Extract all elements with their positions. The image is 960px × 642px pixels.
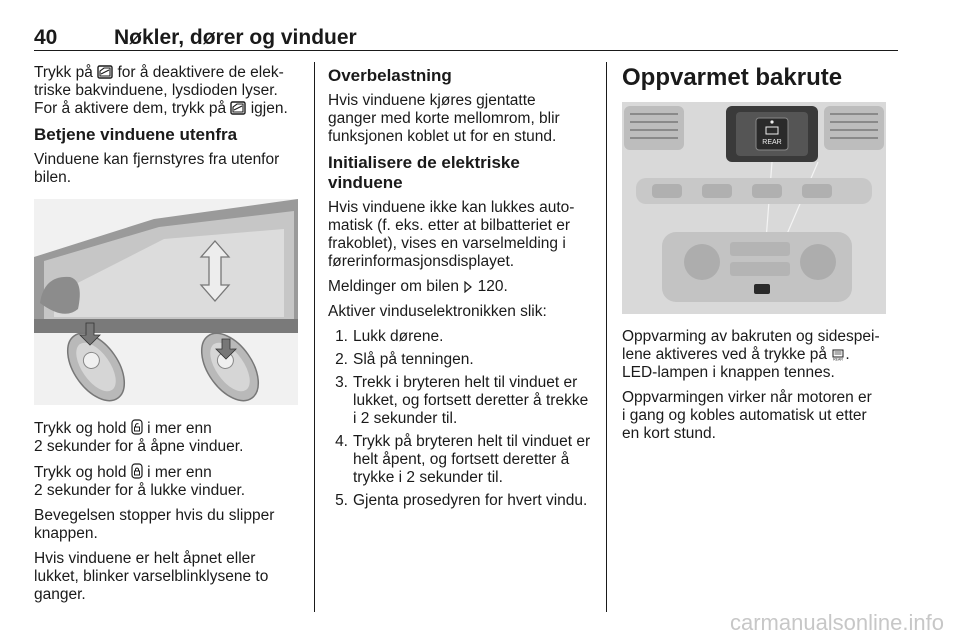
section-heading-rear-heating: Oppvarmet bakrute: [622, 64, 843, 91]
paragraph-rear-heating: [622, 328, 898, 382]
step-number: 2.: [335, 351, 348, 368]
text: 2 sekunder for å åpne vinduer.: [34, 438, 244, 455]
step-number: 1.: [335, 328, 348, 345]
section-heading-remote: Betjene vinduene utenfra: [34, 125, 238, 144]
svg-text:REAR: REAR: [833, 357, 844, 361]
list-item: [328, 433, 596, 487]
text: lukket, og fortsett deretter å trekke: [353, 392, 589, 409]
step-number: 3.: [335, 374, 348, 391]
text: Meldinger om bilen: [328, 278, 459, 295]
window-lock-icon: [97, 65, 113, 79]
paragraph-heating-auto: [622, 389, 898, 443]
column-divider-2: [606, 62, 607, 612]
text: Slå på tenningen.: [353, 351, 474, 368]
text: lene aktiveres ved å trykke på: [622, 346, 828, 363]
rear-heating-figure: [622, 102, 886, 314]
page-reference-link[interactable]: 120.: [477, 278, 508, 295]
paragraph-blink: [34, 550, 304, 604]
text: i mer enn: [147, 464, 212, 481]
text: i mer enn: [147, 420, 212, 437]
text: Trykk på: [34, 64, 93, 81]
step-number: 4.: [335, 433, 348, 450]
text: funksjonen koblet ut for en stund.: [328, 128, 557, 145]
window-lock-icon: [230, 101, 246, 115]
text: Trekk i bryteren helt til vinduet er: [353, 374, 578, 391]
text: for å deaktivere de elek-: [117, 64, 284, 81]
unlock-button-icon: [131, 419, 143, 435]
text: Hvis vinduene er helt åpnet eller: [34, 550, 256, 567]
paragraph-overload: [328, 92, 596, 146]
paragraph-close: [34, 463, 304, 500]
remote-window-figure: [34, 199, 298, 405]
text: Vinduene kan fjernstyres fra utenfor: [34, 151, 280, 168]
text: frakoblet), vises en varselmelding i: [328, 235, 566, 252]
watermark: carmanualsonline.info: [729, 610, 944, 635]
text: Lukk dørene.: [353, 328, 444, 345]
text: Oppvarming av bakruten og sidespei-: [622, 328, 880, 345]
column-2: [328, 64, 596, 515]
paragraph-remote: [34, 151, 304, 187]
air-vent-left: [624, 106, 684, 150]
text: Oppvarmingen virker når motoren er: [622, 389, 872, 406]
header-rule: [34, 50, 898, 51]
column-divider-1: [314, 62, 315, 612]
column-1: [34, 64, 304, 611]
text: ganger.: [34, 586, 86, 603]
text: ganger med korte mellomrom, blir: [328, 110, 560, 127]
paragraph-deactivate: [34, 64, 304, 118]
list-item: [328, 492, 596, 510]
text: Gjenta prosedyren for hvert vindu.: [353, 492, 588, 509]
chapter-title: Nøkler, dører og vinduer: [114, 26, 357, 49]
list-item: [328, 328, 596, 346]
text: helt åpent, og fortsett deretter å: [353, 451, 570, 468]
text: .: [845, 346, 850, 363]
air-vent-right: [824, 106, 884, 150]
text: 2 sekunder for å lukke vinduer.: [34, 482, 246, 499]
text: Trykk og hold: [34, 420, 127, 437]
text: en kort stund.: [622, 425, 716, 442]
car-window-illustration: [34, 199, 298, 405]
text: matisk (f. eks. etter at bilbatteriet er: [328, 217, 571, 234]
section-heading-overload: Overbelastning: [328, 66, 452, 85]
text: lukket, blinker varselblinklysene to: [34, 568, 269, 585]
section-heading-initialize: Initialisere de elektriske vinduene: [328, 153, 520, 192]
paragraph-stop: [34, 507, 304, 543]
text: Trykk og hold: [34, 464, 127, 481]
paragraph-activate: [328, 303, 596, 321]
text: LED-lampen i knappen tennes.: [622, 364, 835, 381]
column-3: [622, 64, 898, 450]
lock-button-icon: [131, 463, 143, 479]
rear-defrost-icon: [831, 347, 845, 361]
list-item: [328, 351, 596, 369]
text: trykke i 2 sekunder til.: [353, 469, 503, 486]
text: førerinformasjonsdisplayet.: [328, 253, 515, 270]
paragraph-messages: [328, 278, 596, 296]
page-number: 40: [34, 26, 58, 49]
paragraph-open: [34, 419, 304, 456]
text: knappen.: [34, 525, 98, 542]
text: Hvis vinduene kjøres gjentatte: [328, 92, 536, 109]
text: bilen.: [34, 169, 72, 186]
text: Hvis vinduene ikke kan lukkes auto-: [328, 199, 575, 216]
text: Bevegelsen stopper hvis du slipper: [34, 507, 275, 524]
page-header: [34, 26, 898, 52]
dashboard-illustration: [622, 102, 886, 314]
list-item: [328, 374, 596, 428]
paragraph-initialize: [328, 199, 596, 271]
page-reference-icon[interactable]: [463, 281, 473, 293]
text: igjen.: [250, 100, 288, 117]
text: i 2 sekunder til.: [353, 410, 458, 427]
step-number: 5.: [335, 492, 348, 509]
rear-button-label: REAR: [762, 139, 782, 146]
text: i gang og kobles automatisk ut etter: [622, 407, 867, 424]
text: triske bakvinduene, lysdioden lyser.: [34, 82, 278, 99]
text: Aktiver vinduselektronikken slik:: [328, 303, 547, 320]
text: Trykk på bryteren helt til vinduet er: [353, 433, 591, 450]
steps-list: [328, 328, 596, 510]
text: For å aktivere dem, trykk på: [34, 100, 227, 117]
